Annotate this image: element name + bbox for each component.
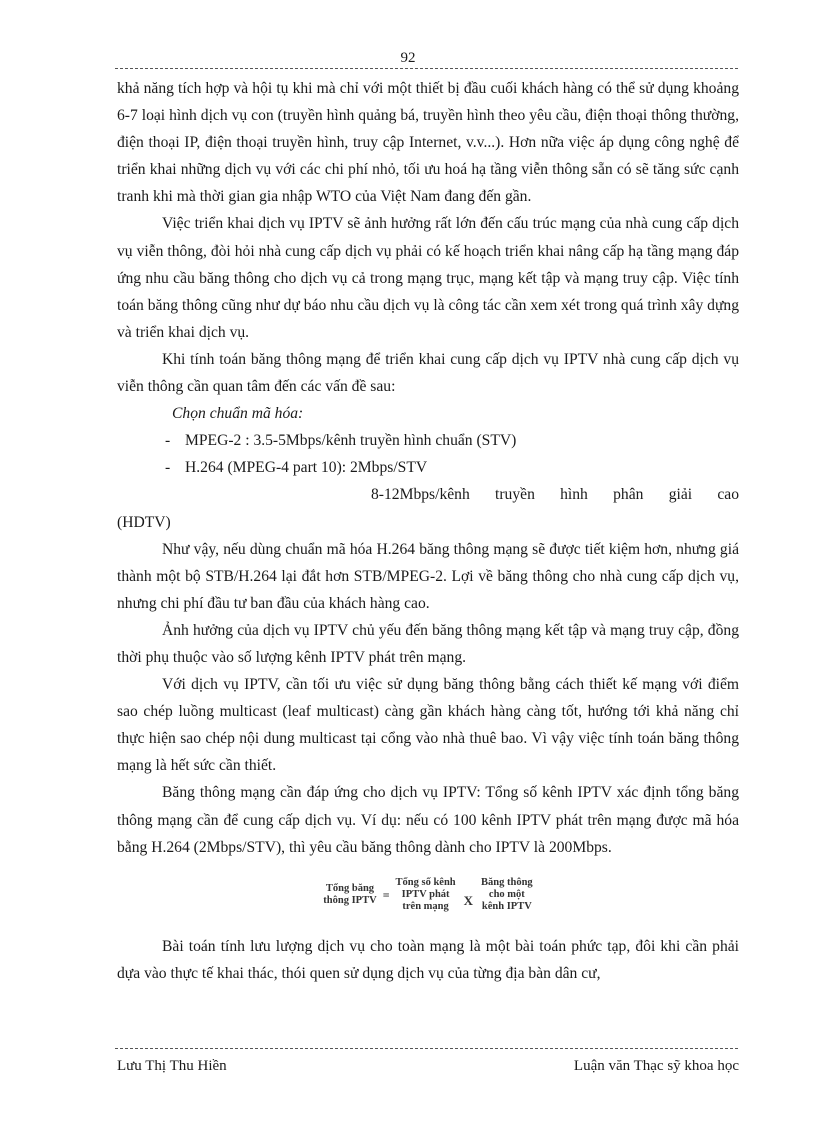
list-item-continuation-end: (HDTV): [117, 513, 171, 531]
document-body: [117, 75, 739, 987]
paragraph: Như vậy, nếu dùng chuẩn mã hóa H.264 băng thông mạng sẽ được tiết kiệm hơn, nhưng giá thành một bộ STB/H.264 lại đắt hơn STB/MPEG-2. Lợi về băng thông cho nhà cung cấp dịch vụ, nhưng chi phí đầu tư ban đầu của khách hàng cao.: [117, 540, 739, 612]
paragraph: khả năng tích hợp và hội tụ khi mà chỉ với một thiết bị đầu cuối khách hàng có thể sử dụng khoảng 6-7 loại hình dịch vụ con (truyền hình quảng bá, truyền hình theo yêu cầu, điện thoại thông thường, điện thoại IP, điện thoại truyền hình, truy cập Internet, v.v...). Hơn nữa việc áp dụng công nghệ để triển khai những dịch vụ với các chi phí nhỏ, tối ưu hoá hạ tầng viễn thông sẵn có sẽ tăng sức cạnh tranh khi mà thời gian gia nhập WTO của Việt Nam đang đến gần.: [117, 80, 739, 206]
list-item-text: MPEG-2 : 3.5-5Mbps/kênh truyền hình chuẩn (STV): [185, 432, 517, 450]
section-heading: Chọn chuẩn mã hóa:: [172, 405, 304, 423]
formula-text: Tổng số kênh: [395, 876, 456, 888]
list-item: [117, 454, 739, 481]
bullet-dash: -: [165, 432, 171, 450]
list-item: [117, 427, 739, 454]
paragraph: Khi tính toán băng thông mạng để triển khai cung cấp dịch vụ IPTV nhà cung cấp dịch vụ viễn thông cần quan tâm đến các vấn đề sau:: [117, 350, 739, 396]
list-item-continuation: 8-12Mbps/kênh truyền hình phân giải cao: [371, 486, 739, 504]
formula-lhs: [323, 883, 376, 907]
paragraph: Băng thông mạng cần đáp ứng cho dịch vụ IPTV: Tổng số kênh IPTV xác định tổng băng thông mạng cần để cung cấp dịch vụ. Ví dụ: nếu có 100 kênh IPTV phát trên mạng được mã hóa bằng H.264 (2Mbps/STV), thì yêu cầu băng thông dành cho IPTV là 200Mbps.: [117, 784, 739, 856]
equals-sign: =: [382, 887, 390, 902]
formula-text: cho một: [488, 888, 525, 900]
formula-text: IPTV phát: [401, 888, 450, 900]
formula-middle: [396, 877, 456, 913]
multiply-sign: X: [463, 892, 474, 908]
bandwidth-formula: [117, 871, 739, 919]
formula-text: Tổng băng: [325, 882, 375, 894]
list-item-text: H.264 (MPEG-4 part 10): 2Mbps/STV: [185, 459, 428, 477]
footer-divider: [115, 1048, 738, 1049]
paragraph: Với dịch vụ IPTV, cần tối ưu việc sử dụng băng thông bằng cách thiết kế mạng với điểm sao chép luồng multicast (leaf multicast) càng gần khách hàng càng tốt, hướng tới khả năng chỉ thực hiện sao chép nội dung multicast tại cổng vào nhà thuê bao. Vì vậy việc tính toán băng thông mạng là hết sức cần thiết.: [117, 676, 739, 775]
formula-text: Băng thông: [481, 876, 533, 888]
paragraph: Việc triển khai dịch vụ IPTV sẽ ảnh hưởng rất lớn đến cấu trúc mạng của nhà cung cấp dịch vụ viễn thông, đòi hỏi nhà cung cấp dịch vụ phải có kế hoạch triển khai nâng cấp hạ tầng mạng đáp ứng nhu cầu băng thông cho dịch vụ cả trong mạng trục, mạng kết tập và mạng truy cập. Việc tính toán băng thông cũng như dự báo nhu cầu dịch vụ là công tác cần xem xét trong quá trình xây dựng và triển khai dịch vụ.: [117, 215, 739, 341]
formula-rhs: [481, 877, 533, 913]
paragraph: Ảnh hưởng của dịch vụ IPTV chủ yếu đến băng thông mạng kết tập và mạng truy cập, đồng thời phụ thuộc vào số lượng kênh IPTV phát trên mạng.: [117, 621, 739, 666]
bullet-dash: -: [165, 459, 171, 477]
footer-title: Luận văn Thạc sỹ khoa học: [573, 1058, 739, 1074]
formula-text: trên mạng: [402, 900, 449, 912]
footer-author: Lưu Thị Thu Hiền: [117, 1058, 227, 1074]
paragraph: Bài toán tính lưu lượng dịch vụ cho toàn mạng là một bài toán phức tạp, đôi khi cần phải dựa vào thực tế khai thác, thói quen sử dụng dịch vụ của từng địa bàn dân cư,: [117, 937, 739, 982]
formula-text: thông IPTV: [323, 894, 377, 906]
page-number: 92: [400, 50, 416, 66]
header-divider: [115, 68, 738, 69]
formula-text: kênh IPTV: [481, 900, 532, 912]
